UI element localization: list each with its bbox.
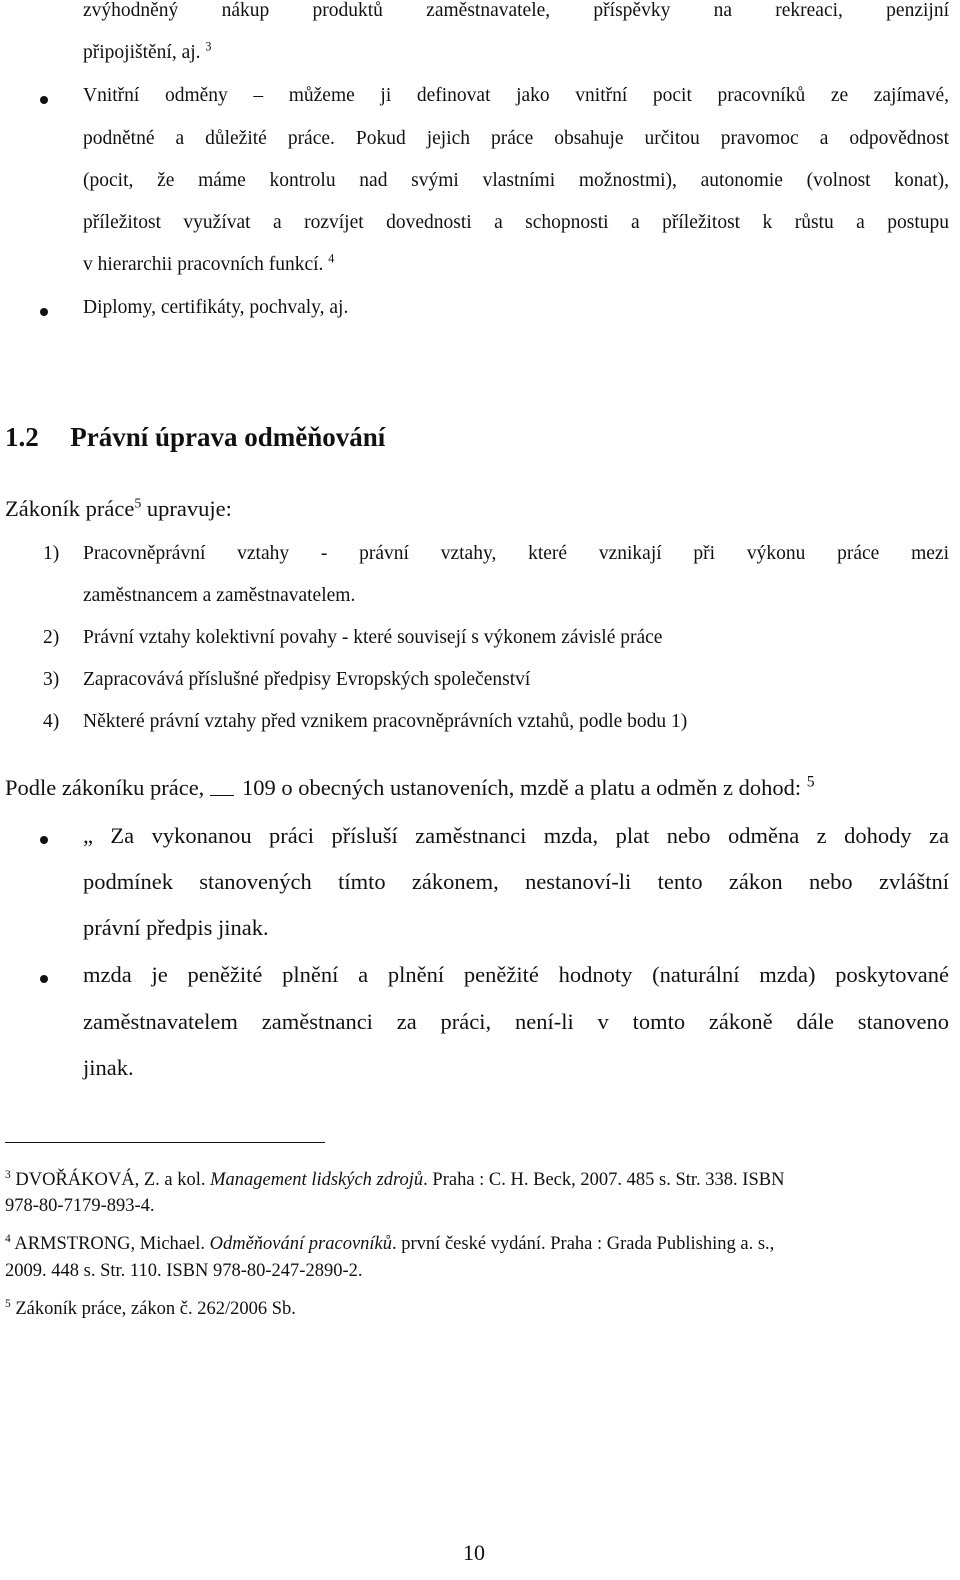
list-item-line: Pracovněprávní vztahy - právní vztahy, které vznikají při výkonu práce mezi [83, 543, 949, 564]
quote-line: jinak. [83, 1055, 134, 1080]
section-sign [210, 775, 234, 796]
section-number: 1.2 [5, 422, 39, 452]
text: Podle zákoníku práce, [5, 775, 210, 800]
intro-line [5, 496, 232, 522]
paragraph-line: Diplomy, certifikáty, pochvaly, aj. [83, 297, 349, 318]
text: DVOŘÁKOVÁ, Z. a kol. [15, 1170, 211, 1190]
footnote-ref: 3 [205, 39, 212, 54]
list-number: 4) [43, 711, 60, 732]
bullet-icon [40, 308, 48, 316]
quote-line: právní předpis jinak. [83, 915, 269, 940]
footnote [5, 1299, 296, 1320]
list-item-line: Právní vztahy kolektivní povahy - které souvisejí s výkonem závislé práce [83, 627, 663, 648]
bullet-icon [40, 975, 48, 983]
bullet-icon [40, 836, 48, 844]
section-heading [5, 422, 385, 453]
footnote-ref: 5 [134, 496, 142, 512]
paragraph-line: zvýhodněný nákup produktů zaměstnavatele, příspěvky na rekreaci, penzijní [83, 0, 949, 21]
book-title: Management lidských zdrojů [210, 1170, 424, 1190]
footnote-divider [5, 1142, 325, 1143]
text: Zákoník práce, zákon č. 262/2006 Sb. [15, 1299, 296, 1319]
text: v hierarchii pracovních funkcí. [83, 254, 324, 275]
quote-line: „ Za vykonanou práci přísluší zaměstnanci mzda, plat nebo odměna z dohody za [83, 823, 949, 848]
law-intro-line [5, 775, 815, 801]
list-item-line: Zapracovává příslušné předpisy Evropských společenství [83, 669, 531, 690]
list-item-line: zaměstnancem a zaměstnavatelem. [83, 585, 356, 606]
text: . Praha : C. H. Beck, 2007. 485 s. Str. 338. ISBN [423, 1170, 785, 1190]
quote-line: podmínek stanovených tímto zákonem, nestanoví-li tento zákon nebo zvláštní [83, 869, 949, 894]
text: připojištění, aj. [83, 42, 201, 63]
section-title: Právní úprava odměňování [70, 422, 386, 452]
footnote-number: 5 [5, 1297, 11, 1310]
quote-line: zaměstnavatelem zaměstnanci za práci, není-li v tomto zákoně dále stanoveno [83, 1009, 949, 1034]
text: . první české vydání. Praha : Grada Publishing a. s., [392, 1234, 775, 1254]
text: ARMSTRONG, Michael. [14, 1234, 210, 1254]
footnote-number: 3 [5, 1168, 11, 1181]
text: Zákoník práce [5, 496, 135, 521]
paragraph-line: podnětné a důležité práce. Pokud jejich práce obsahuje určitou pravomoc a odpovědnost [83, 128, 949, 149]
footnote-line: 2009. 448 s. Str. 110. ISBN 978-80-247-2890-2. [5, 1261, 363, 1281]
paragraph-line: Vnitřní odměny – můžeme ji definovat jako vnitřní pocit pracovníků ze zajímavé, [83, 85, 949, 106]
text: upravuje: [146, 496, 232, 521]
paragraph-line [83, 39, 212, 64]
text: 109 o obecných ustanoveních, mzdě a platu a odměn z dohod: [241, 775, 802, 800]
book-title: Odměňování pracovníků [209, 1234, 393, 1254]
footnote-number: 4 [5, 1232, 11, 1245]
footnote [5, 1170, 784, 1191]
bullet-icon [40, 96, 48, 104]
footnote-line: 978-80-7179-893-4. [5, 1196, 155, 1216]
paragraph-line: (pocit, že máme kontrolu nad svými vlastními možnostmi), autonomie (volnost konat), [83, 170, 949, 191]
list-number: 3) [43, 669, 60, 690]
page-number: 10 [463, 1540, 485, 1565]
paragraph-line: příležitost využívat a rozvíjet dovednosti a schopnosti a příležitost k růstu a postupu [83, 212, 949, 233]
list-number: 2) [43, 627, 60, 648]
footnote-ref: 5 [806, 773, 815, 791]
footnote [5, 1234, 774, 1255]
list-number: 1) [43, 543, 60, 564]
footnote-ref: 4 [328, 251, 335, 266]
list-item-line: Některé právní vztahy před vznikem pracovněprávních vztahů, podle bodu 1) [83, 711, 688, 732]
paragraph-line [83, 251, 335, 276]
quote-line: mzda je peněžité plnění a plnění peněžité hodnoty (naturální mzda) poskytované [83, 962, 949, 987]
